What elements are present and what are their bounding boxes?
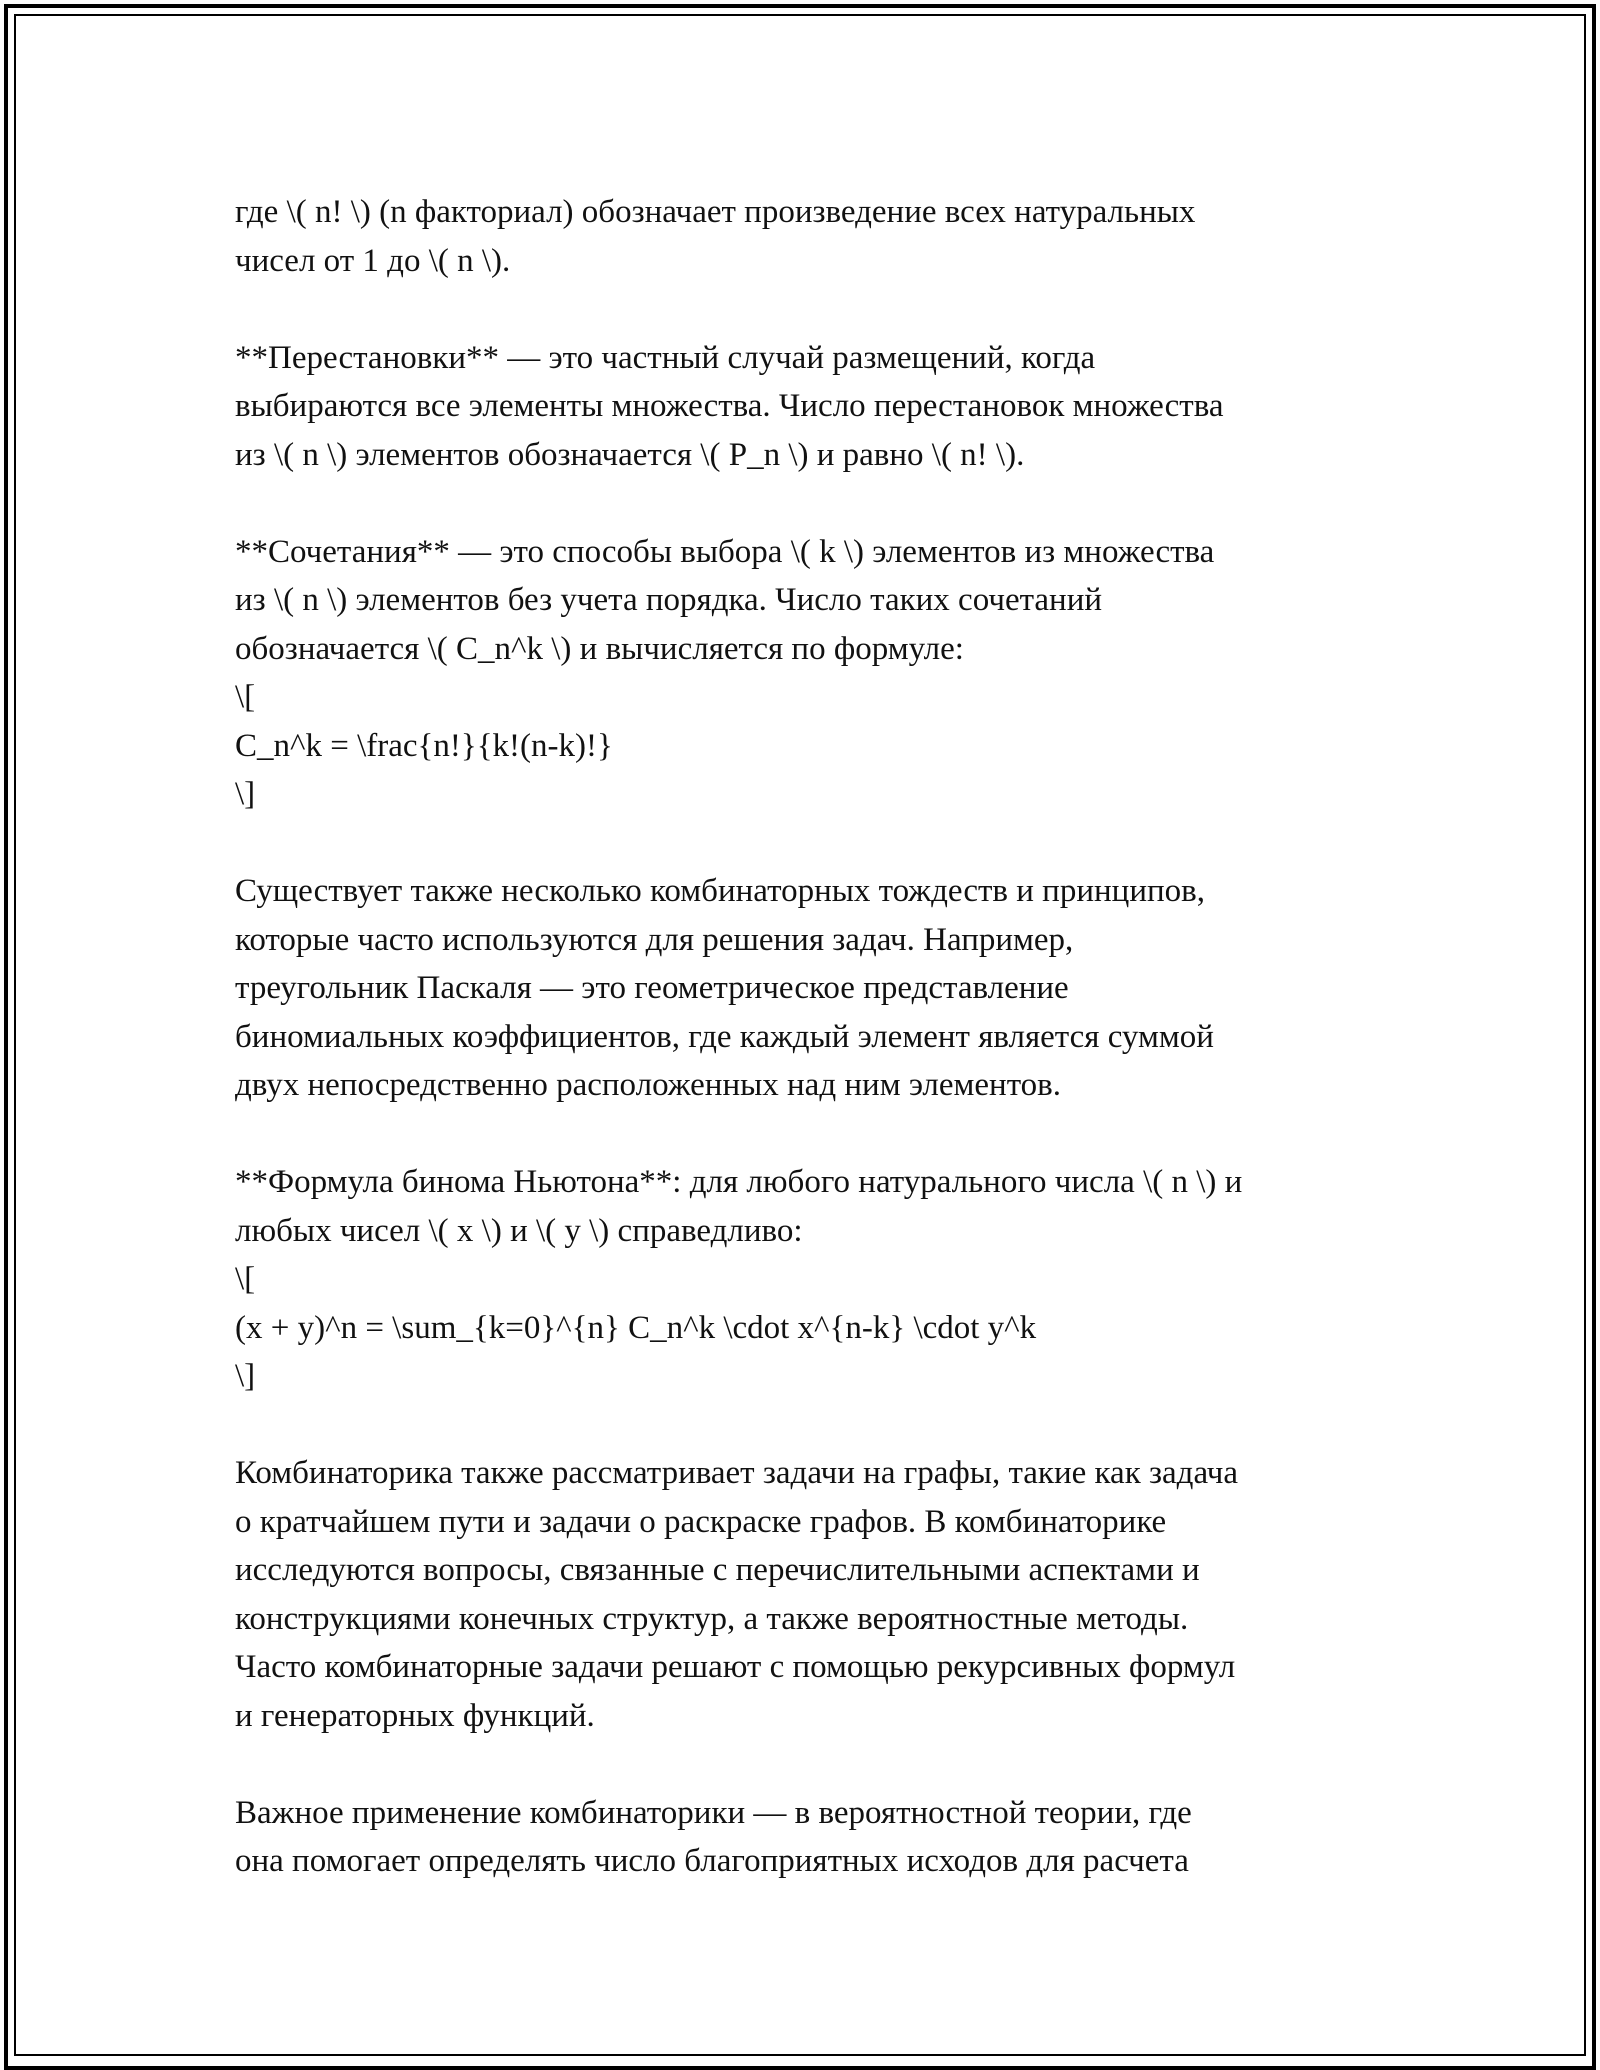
text-line: Существует также несколько комбинаторных тождеств и принципов, — [235, 873, 1205, 909]
paragraph-newton-binomial — [235, 1158, 1395, 1401]
text-line: конструкциями конечных структур, а также вероятностные методы. — [235, 1600, 1189, 1637]
paragraph-graph-problems — [235, 1449, 1395, 1740]
document-body — [235, 188, 1395, 1934]
paragraph-factorial-definition — [235, 188, 1395, 285]
text-line: **Перестановки** — это частный случай размещений, когда — [235, 339, 1096, 376]
text-line: из \( n \) элементов без учета порядка. Число таких сочетаний — [235, 582, 1103, 618]
formula-combinations: C_n^k = \frac{n!}{k!(n-k)!} — [235, 727, 613, 764]
text-line: обозначается \( C_n^k \) и вычисляется по формуле: — [235, 630, 964, 667]
text-line: и генераторных функций. — [235, 1697, 595, 1734]
formula-close: \] — [235, 776, 256, 812]
text-line: треугольник Паскаля — это геометрическое представление — [235, 970, 1069, 1006]
text-line: она помогает определять число благоприятных исходов для расчета — [235, 1843, 1189, 1879]
text-line: **Формула бинома Ньютона**: для любого натурального числа \( n \) и — [235, 1164, 1243, 1200]
text-line: **Сочетания** — это способы выбора \( k \) элементов из множества — [235, 533, 1215, 570]
paragraph-permutations — [235, 334, 1395, 480]
text-line: где \( n! \) (n факториал) обозначает произведение всех натуральных — [235, 194, 1196, 230]
formula-binomial: (x + y)^n = \sum_{k=0}^{n} C_n^k \cdot x^{n-k} \cdot y^k — [235, 1309, 1037, 1346]
text-line: которые часто используются для решения задач. Например, — [235, 921, 1074, 958]
text-line: любых чисел \( x \) и \( y \) справедливо: — [235, 1212, 803, 1249]
paragraph-combinations — [235, 528, 1395, 819]
text-line: биномиальных коэффициентов, где каждый элемент является суммой — [235, 1018, 1214, 1055]
text-line: чисел от 1 до \( n \). — [235, 242, 511, 279]
text-line: Часто комбинаторные задачи решают с помощью рекурсивных формул — [235, 1649, 1236, 1685]
paragraph-probability-application — [235, 1789, 1395, 1886]
text-line: исследуются вопросы, связанные с перечислительными аспектами и — [235, 1552, 1200, 1588]
text-line: Важное применение комбинаторики — в вероятностной теории, где — [235, 1794, 1192, 1831]
formula-open: \[ — [235, 679, 256, 715]
paragraph-pascal-triangle — [235, 867, 1395, 1110]
text-line: о кратчайшем пути и задачи о раскраске графов. В комбинаторике — [235, 1503, 1167, 1540]
formula-close: \] — [235, 1358, 256, 1394]
text-line: Комбинаторика также рассматривает задачи на графы, такие как задача — [235, 1455, 1239, 1491]
text-line: из \( n \) элементов обозначается \( P_n \) и равно \( n! \). — [235, 436, 1025, 473]
text-line: двух непосредственно расположенных над ним элементов. — [235, 1067, 1062, 1103]
formula-open: \[ — [235, 1261, 256, 1297]
text-line: выбираются все элементы множества. Число перестановок множества — [235, 388, 1224, 424]
